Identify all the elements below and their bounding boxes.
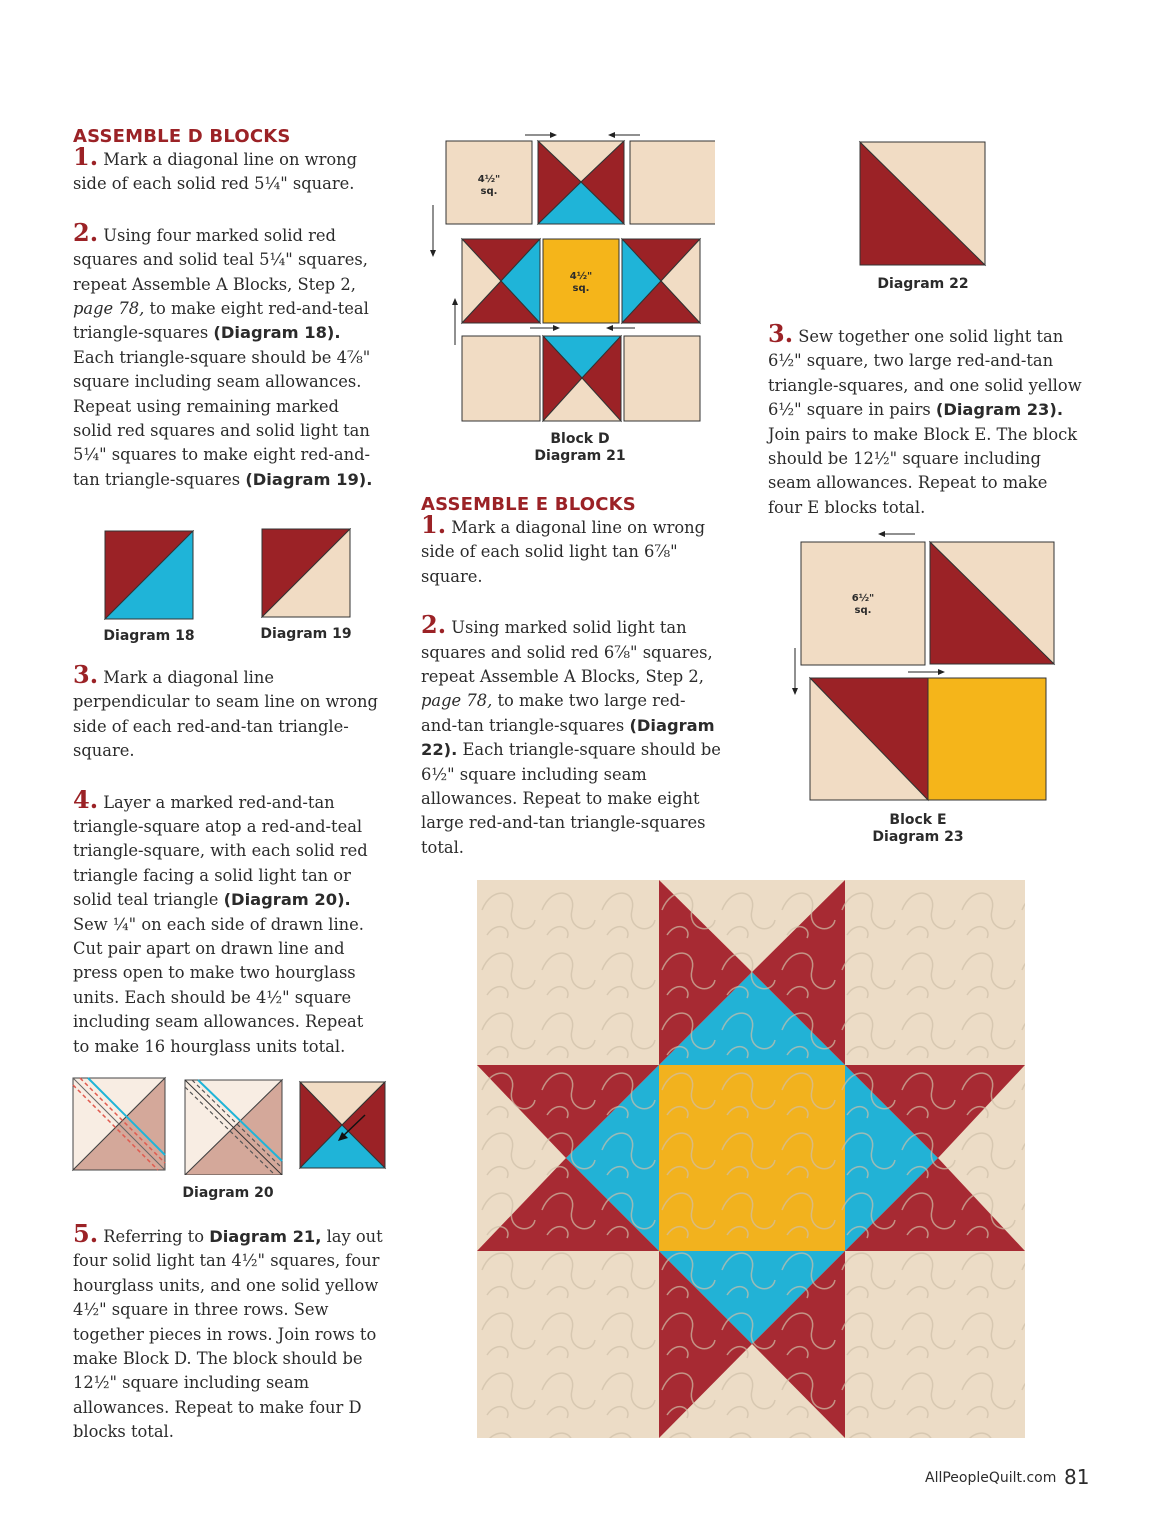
- step-number: 5.: [73, 1219, 99, 1248]
- column-right: [768, 319, 1083, 544]
- step-text: Join pairs to make Block E. The block should be 12½" square including seam allowances. Repeat to make four E blocks total.: [768, 424, 1078, 517]
- step-number: 1.: [421, 510, 447, 539]
- step-number: 1.: [73, 142, 99, 171]
- diagram-23-caption: Diagram 23: [872, 829, 964, 845]
- size-label: 4½": [569, 271, 593, 282]
- step-text: Using four marked solid red squares and solid teal 5¼" squares, repeat Assemble A Blocks, Step 2,: [73, 225, 368, 294]
- footer-site: AllPeopleQuilt.com: [925, 1470, 1057, 1486]
- step-text: to make two large red-and-tan triangle-squares: [421, 691, 686, 735]
- size-label: 4½": [477, 174, 501, 185]
- step-text: Referring to: [103, 1227, 210, 1246]
- diagram-23-figure: [790, 528, 1060, 808]
- diagram-ref: Diagram 21,: [209, 1227, 322, 1246]
- diagram-20-figure: [70, 1075, 390, 1175]
- page-number: 81: [1064, 1465, 1090, 1489]
- step-d2: [73, 217, 383, 492]
- sq-label: sq.: [854, 605, 872, 616]
- step-text: Each triangle-square should be 4⅞" square including seam allowances. Repeat using remaining marked solid red squares and solid light tan 5¼" squares to make eight red-and-tan triangle-squares: [73, 347, 371, 489]
- step-d4: [73, 784, 383, 1059]
- step-text: Mark a diagonal line perpendicular to seam line on wrong side of each red-and-tan triangle-square.: [73, 668, 378, 761]
- step-text: Sew together one solid light tan 6½" square, two large red-and-tan triangle-squares, and one solid yellow 6½" square in pairs: [768, 327, 1082, 420]
- diagram-21-figure: [425, 125, 715, 430]
- diagram-23-caption-block: Block E: [889, 812, 947, 828]
- section-heading-d: ASSEMBLE D BLOCKS: [73, 126, 291, 147]
- step-text: to make eight red-and-teal triangle-squares: [73, 299, 369, 343]
- diagram-20-caption: Diagram 20: [182, 1185, 274, 1201]
- diagram-ref: (Diagram 22).: [421, 715, 715, 760]
- diagram-19-caption: Diagram 19: [260, 626, 352, 642]
- page-ref: page 78,: [73, 299, 145, 319]
- diagram-21-caption-block: Block D: [550, 431, 610, 447]
- step-number: 3.: [768, 319, 794, 348]
- section-heading-e: ASSEMBLE E BLOCKS: [421, 494, 636, 515]
- step-number: 2.: [421, 610, 447, 640]
- step-text: Each triangle-square should be 6½" square including seam allowances. Repeat to make eight large red-and-tan triangle-squares total.: [421, 740, 721, 857]
- diagram-18-caption: Diagram 18: [103, 628, 195, 644]
- step-text: Using marked solid light tan squares and solid red 6⅞" squares, repeat Assemble A Blocks, Step 2,: [421, 618, 713, 687]
- step-number: 4.: [73, 784, 99, 814]
- diagram-ref: (Diagram 20).: [223, 890, 351, 910]
- diagram-21-caption: Diagram 21: [534, 448, 626, 464]
- step-d1: [73, 142, 383, 197]
- step-number: 2.: [73, 217, 99, 247]
- diagram-22-figure: [858, 140, 988, 268]
- step-text: Sew ¼" on each side of drawn line. Cut pair apart on drawn line and press open to make two hourglass units. Each should be 4½" square including seam allowances. Repeat to make 16 hourglass units total.: [73, 914, 364, 1056]
- column-left-lower: [73, 660, 383, 1083]
- diagram-22-caption: Diagram 22: [877, 276, 969, 292]
- column-middle: [421, 494, 721, 884]
- sq-label: sq.: [480, 186, 498, 197]
- diagram-19-figure: [261, 528, 351, 618]
- step-text: Mark a diagonal line on wrong side of each solid red 5¼" square.: [73, 150, 358, 194]
- column-left: [73, 126, 383, 516]
- step-text: lay out four solid light tan 4½" squares, four hourglass units, and one solid yellow 4½" square in three rows. Sew together pieces in rows. Join rows to make Block D. The block should be 12½" square including seam allowances. Repeat to make four D blocks total.: [73, 1227, 383, 1442]
- step-e1: [421, 510, 721, 589]
- step-text: Mark a diagonal line on wrong side of each solid light tan 6⅞" square.: [421, 518, 706, 586]
- sq-label: sq.: [572, 283, 590, 294]
- step-e2: [421, 610, 721, 860]
- step-d5: [73, 1219, 383, 1445]
- step-text: Layer a marked red-and-tan triangle-square atop a red-and-teal triangle-square, with each solid red triangle facing a solid light tan or solid teal triangle: [73, 792, 368, 910]
- step-number: 3.: [73, 660, 99, 689]
- step-d3: [73, 660, 383, 764]
- page-ref: page 78,: [421, 691, 493, 711]
- column-left-bottom: [73, 1219, 383, 1469]
- diagram-ref: (Diagram 18).: [213, 323, 341, 343]
- step-e3: [768, 319, 1083, 520]
- quilt-block-photo: [477, 880, 1025, 1438]
- size-label: 6½": [851, 593, 875, 604]
- diagram-ref: (Diagram 23).: [935, 400, 1064, 420]
- diagram-ref: (Diagram 19).: [245, 469, 373, 489]
- diagram-18-figure: [104, 530, 194, 620]
